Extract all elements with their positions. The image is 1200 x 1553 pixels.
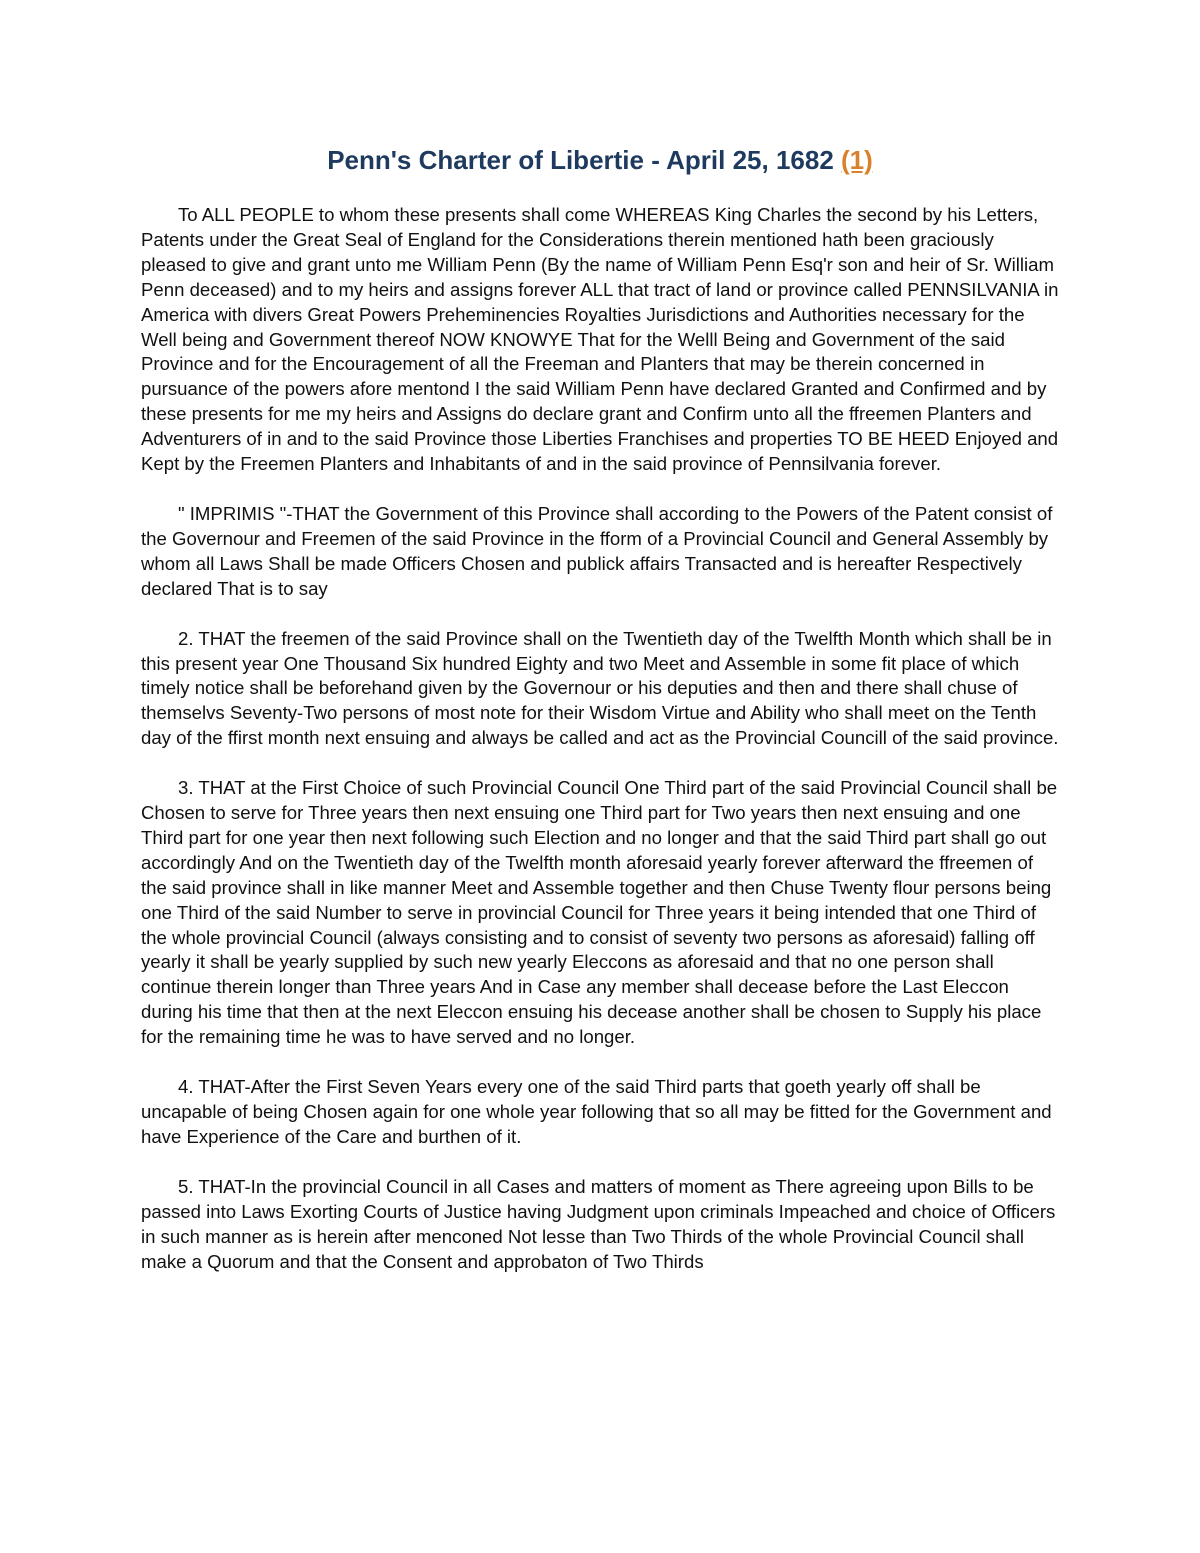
footnote-1-link[interactable]: (1) — [841, 145, 873, 175]
paragraph-preamble: To ALL PEOPLE to whom these presents shall come WHEREAS King Charles the second by his Letters, Patents under the Great Seal of England for the Considerations therein mentioned hath been graciously pleased to give and grant unto me William Penn (By the name of William Penn Esq'r son and heir of Sr. William Penn deceased) and to my heirs and assigns forever ALL that tract of land or province called PENNSILVANIA in America with divers Great Powers Preheminencies Royalties Jurisdictions and Authorities necessary for the Well being and Government thereof NOW KNOWYE That for the Welll Being and Government of the said Province and for the Encouragement of all the Freeman and Planters that may be therein concerned in pursuance of the powers afore mentond I the said William Penn have declared Granted and Confirmed and by these presents for me my heirs and Assigns do declare grant and Confirm unto all the ffreemen Planters and Adventurers of in and to the said Province those Liberties Franchises and properties TO BE HEED Enjoyed and Kept by the Freemen Planters and Inhabitants of and in the said province of Pennsilvania forever. — [141, 204, 1059, 475]
paragraph-2: 2. THAT the freemen of the said Province shall on the Twentieth day of the Twelfth Month which shall be in this present year One Thousand Six hundred Eighty and two Meet and Assemble in some fit place of which timely notice shall be beforehand given by the Governour or his deputies and then and there shall chuse of themselvs Seventy-Two persons of most note for their Wisdom Virtue and Ability who shall meet on the Tenth day of the ffirst month next ensuing and always be called and act as the Provincial Councill of the said province. — [141, 627, 1059, 749]
paragraph-4: 4. THAT-After the First Seven Years every one of the said Third parts that goeth yearly off shall be uncapable of being Chosen again for one whole year following that so all may be fitted for the Government and have Experience of the Care and burthen of it. — [141, 1076, 1052, 1147]
paragraph-3: 3. THAT at the First Choice of such Provincial Council One Third part of the said Provincial Council shall be Chosen to serve for Three years then next ensuing one Third part for Two years then next ensuing and one Third part for one year then next following such Election and no longer and that the said Third part shall go out accordingly And on the Twentieth day of the Twelfth month aforesaid yearly forever afterward the ffreemen of the said province shall in like manner Meet and Assemble together and then Chuse Twenty flour persons being one Third of the said Number to serve in provincial Council for Three years it being intended that one Third of the whole provincial Council (always consisting and to consist of seventy two persons as aforesaid) falling off yearly it shall be yearly supplied by such new yearly Eleccons as aforesaid and that no one person shall continue therein longer than Three years And in Case any member shall decease before the Last Eleccon during his time that then at the next Eleccon ensuing his decease another shall be chosen to Supply his place for the remaining time he was to have served and no longer. — [141, 777, 1058, 1048]
paragraph-5: 5. THAT-In the provincial Council in all Cases and matters of moment as There agreeing upon Bills to be passed into Laws Exorting Courts of Justice having Judgment upon criminals Impeached and choice of Officers in such manner as is herein after menconed Not lesse than Two Thirds of the whole Provincial Council shall make a Quorum and that the Consent and approbaton of Two Thirds — [141, 1175, 1056, 1272]
document-title-line — [0, 142, 1200, 178]
page-title: Penn's Charter of Libertie - April 25, 1682 — [327, 145, 834, 175]
document-body — [141, 203, 1063, 1299]
paragraph-imprimis: " IMPRIMIS "-THAT the Government of this Province shall according to the Powers of the Patent consist of the Governour and Freemen of the said Province in the fform of a Provincial Council and General Assembly by whom all Laws Shall be made Officers Chosen and publick affairs Transacted and is hereafter Respectively declared That is to say — [141, 502, 1053, 599]
